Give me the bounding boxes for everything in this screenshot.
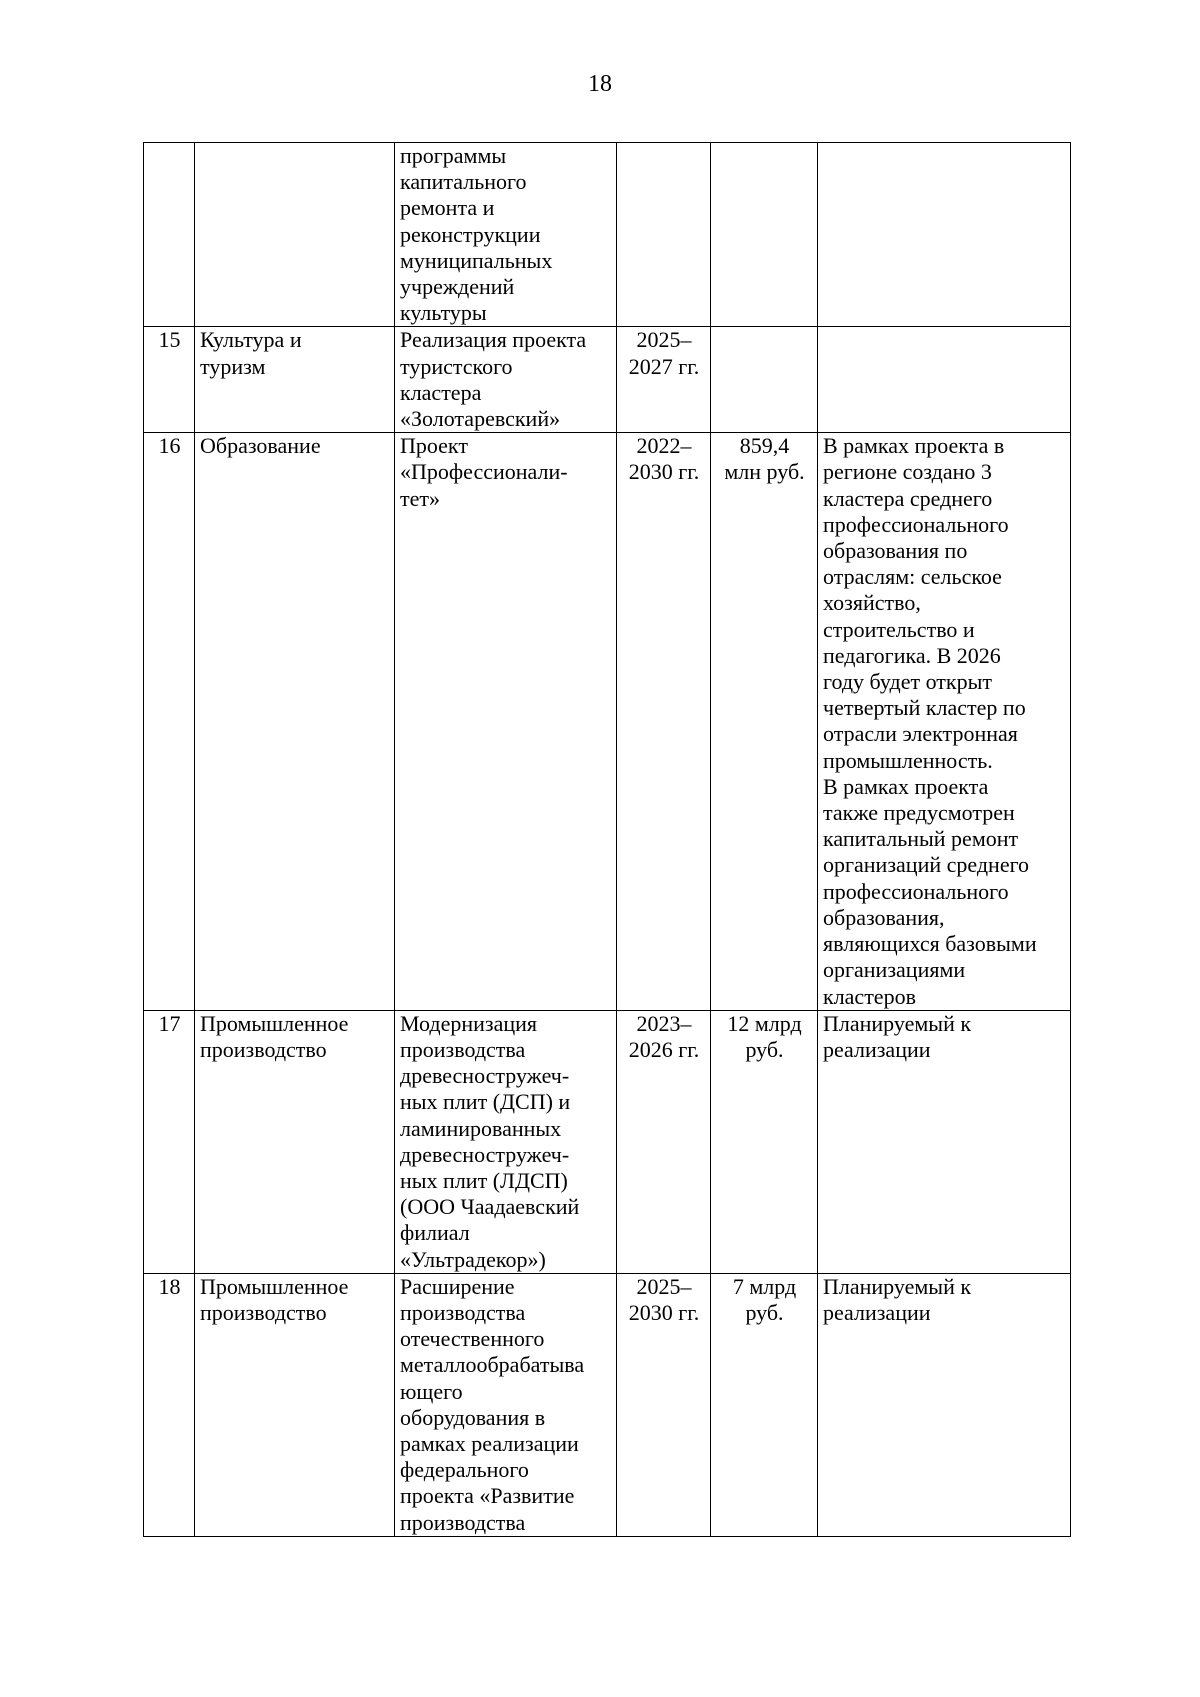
project-cell: Расширение производства отечественного металлообрабатыва ющего оборудования в рамках реализации федерального проекта «Развитие производства (395, 1273, 617, 1536)
amount-cell: 859,4 млн руб. (711, 433, 818, 1010)
sector-cell: Образование (195, 433, 395, 1010)
sector-cell: Промышленное производство (195, 1010, 395, 1273)
period-cell (617, 143, 711, 327)
page-number: 18 (588, 71, 612, 97)
comment-cell (818, 143, 1071, 327)
sector-cell (195, 143, 395, 327)
amount-cell: 12 млрд руб. (711, 1010, 818, 1273)
row-number-cell: 18 (144, 1273, 195, 1536)
table-row (144, 433, 1071, 1010)
table-row (144, 1010, 1071, 1273)
comment-cell (818, 327, 1071, 433)
project-cell: Модернизация производства древесностружеч- ных плит (ДСП) и ламинированных древесностружеч- ных плит (ЛДСП) (ООО Чаадаевский филиал «Ультрадекор») (395, 1010, 617, 1273)
amount-cell (711, 327, 818, 433)
period-cell: 2022– 2030 гг. (617, 433, 711, 1010)
row-number-cell (144, 143, 195, 327)
row-number-cell: 15 (144, 327, 195, 433)
project-cell: программы капитального ремонта и реконструкции муниципальных учреждений культуры (395, 143, 617, 327)
project-cell: Проект «Профессионали- тет» (395, 433, 617, 1010)
period-cell: 2023– 2026 гг. (617, 1010, 711, 1273)
period-cell: 2025– 2027 гг. (617, 327, 711, 433)
row-number-cell: 16 (144, 433, 195, 1010)
row-number-cell: 17 (144, 1010, 195, 1273)
sector-cell: Культура и туризм (195, 327, 395, 433)
period-cell: 2025– 2030 гг. (617, 1273, 711, 1536)
project-cell: Реализация проекта туристского кластера «Золотаревский» (395, 327, 617, 433)
amount-cell: 7 млрд руб. (711, 1273, 818, 1536)
sector-cell: Промышленное производство (195, 1273, 395, 1536)
table-row (144, 143, 1071, 327)
amount-cell (711, 143, 818, 327)
comment-cell: Планируемый к реализации (818, 1273, 1071, 1536)
projects-table (143, 142, 1071, 1537)
comment-cell: В рамках проекта в регионе создано 3 кластера среднего профессионального образования по отраслям: сельское хозяйство, строительство и педагогика. В 2026 году будет открыт четвертый кластер по отрасли электронная промышленность. В рамках проекта также предусмотрен капитальный ремонт организаций среднего профессионального образования, являющихся базовыми организациями кластеров (818, 433, 1071, 1010)
table-row (144, 327, 1071, 433)
comment-cell: Планируемый к реализации (818, 1010, 1071, 1273)
table-row (144, 1273, 1071, 1536)
